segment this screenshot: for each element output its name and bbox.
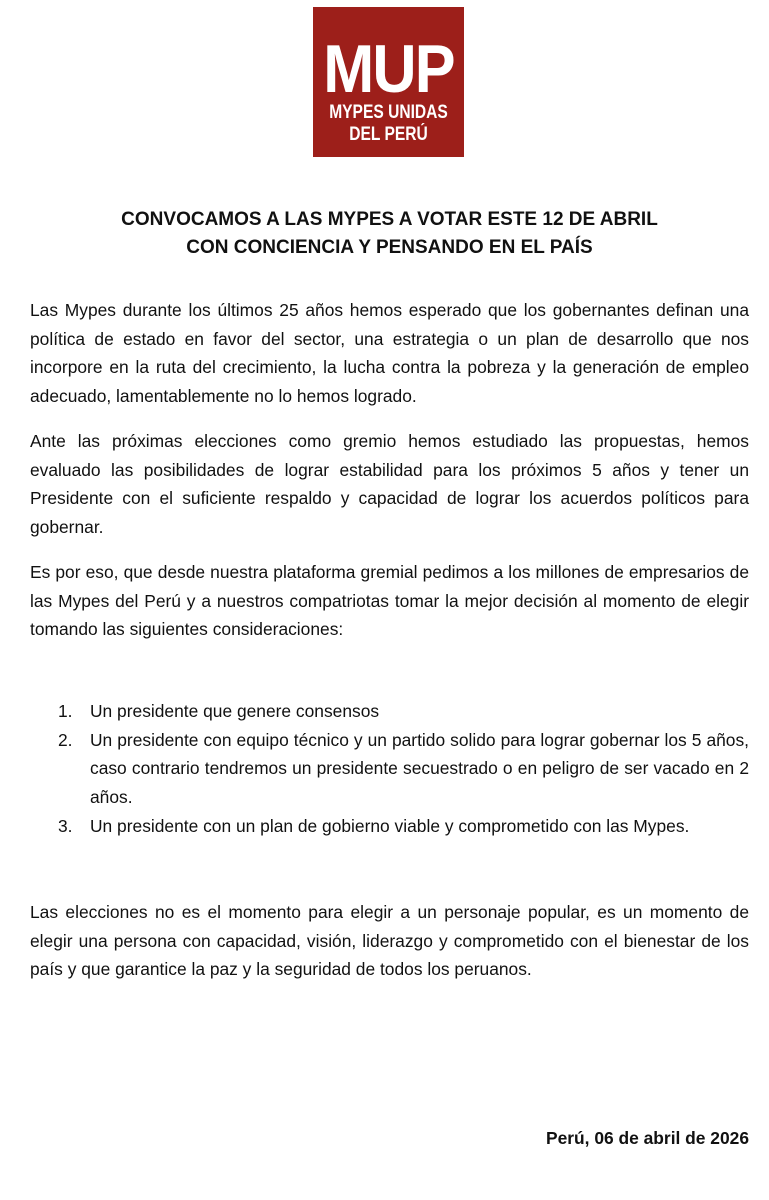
list-item-text: Un presidente que genere consensos: [90, 701, 380, 721]
list-item-text: Un presidente con un plan de gobierno viable y comprometido con las Mypes.: [90, 815, 690, 836]
list-item: [30, 697, 749, 726]
list-item: [30, 726, 749, 812]
list-item-text: Un presidente con equipo técnico y un partido solido para lograr gobernar los 5 años, caso contrario tendremos un presidente secuestrado o en peligro de ser vacado en 2 años.: [90, 729, 749, 808]
paragraph-intro: Las Mypes durante los últimos 25 años hemos esperado que los gobernantes definan una política de estado en favor del sector, una estrategia o un plan de desarrollo que nos incorpore en la ruta del crecimiento, la lucha contra la pobreza y la generación de empleo adecuado, lamentablemente no lo hemos logrado.: [30, 300, 749, 407]
list-item-number: 3.: [58, 815, 73, 836]
paragraph-elections: Ante las próximas elecciones como gremio hemos estudiado las propuestas, hemos evaluado las posibilidades de lograr estabilidad para los próximos 5 años y tener un Presidente con el suficiente respaldo y capacidad de lograr los acuerdos políticos para gobernar.: [30, 431, 749, 538]
list-item-number: 2.: [58, 729, 73, 750]
paragraph-closing: Las elecciones no es el momento para elegir a un personaje popular, es un momento de elegir una persona con capacidad, visión, liderazgo y comprometido con el bienestar de los país y que garantice la paz y la seguridad de todos los peruanos.: [30, 902, 749, 980]
mup-logo: [313, 7, 464, 157]
considerations-list: [30, 697, 749, 841]
logo-acronym: MUP: [323, 31, 454, 107]
title-line-1: CONVOCAMOS A LAS MYPES A VOTAR ESTE 12 DE ABRIL: [121, 209, 658, 230]
title-line-2: CON CONCIENCIA Y PENSANDO EN EL PAÍS: [186, 237, 593, 258]
document-title: [30, 206, 749, 262]
logo-line-1: MYPES UNIDAS: [329, 102, 448, 123]
paragraph-request: Es por eso, que desde nuestra plataforma gremial pedimos a los millones de empresarios de las Mypes del Perú y a nuestros compatriotas tomar la mejor decisión al momento de elegir tomando las siguientes consideraciones:: [30, 562, 749, 640]
list-item-number: 1.: [58, 701, 73, 721]
signature-date: Perú, 06 de abril de 2026: [546, 1128, 749, 1148]
list-item: [30, 812, 749, 841]
logo-line-2: DEL PERÚ: [349, 124, 428, 145]
